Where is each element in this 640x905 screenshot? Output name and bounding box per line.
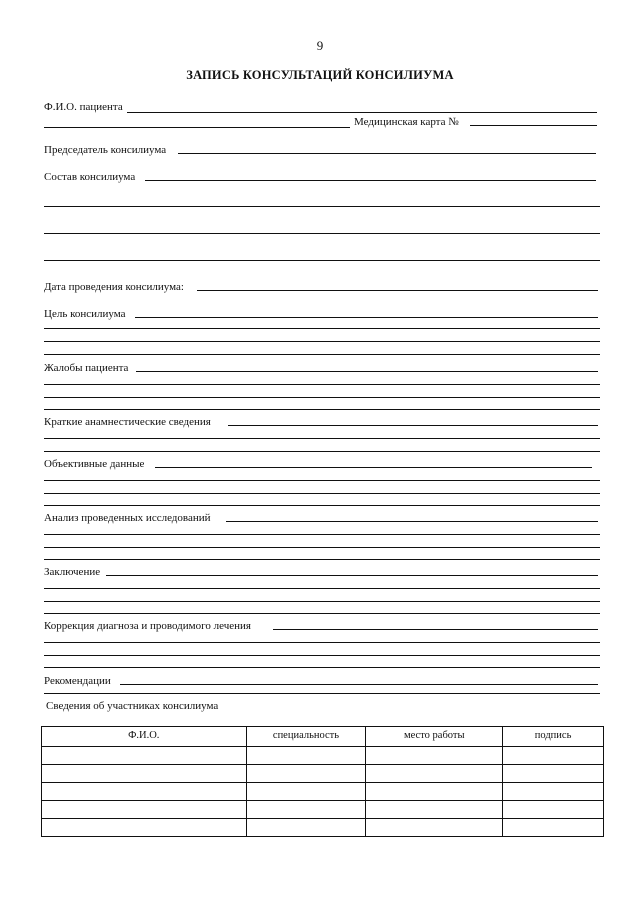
correction-label: Коррекция диагноза и проводимого лечения xyxy=(44,620,251,632)
name-cell[interactable] xyxy=(42,747,247,765)
header-signature: подпись xyxy=(503,727,604,747)
header-specialty: специальность xyxy=(246,727,366,747)
conclusion-line-2[interactable] xyxy=(44,588,600,589)
purpose-line-2[interactable] xyxy=(44,328,600,329)
purpose-line-4[interactable] xyxy=(44,354,600,355)
complaints-line-3[interactable] xyxy=(44,397,600,398)
analysis-line-3[interactable] xyxy=(44,547,600,548)
complaints-line-2[interactable] xyxy=(44,384,600,385)
chairman-line[interactable] xyxy=(178,153,596,154)
workplace-cell[interactable] xyxy=(366,819,503,837)
correction-line-4[interactable] xyxy=(44,667,600,668)
composition-line-2[interactable] xyxy=(44,206,600,207)
objective-label: Объективные данные xyxy=(44,458,145,470)
analysis-line-4[interactable] xyxy=(44,559,600,560)
recommendations-label: Рекомендации xyxy=(44,675,111,687)
complaints-line[interactable] xyxy=(136,371,598,372)
chairman-label: Председатель консилиума xyxy=(44,144,167,156)
signature-cell[interactable] xyxy=(503,819,604,837)
recommendations-line-2[interactable] xyxy=(44,693,600,694)
workplace-cell[interactable] xyxy=(366,765,503,783)
signature-cell[interactable] xyxy=(503,765,604,783)
signature-cell[interactable] xyxy=(503,801,604,819)
conclusion-line-4[interactable] xyxy=(44,613,600,614)
workplace-cell[interactable] xyxy=(366,801,503,819)
header-workplace: место работы xyxy=(366,727,503,747)
page-number: 9 xyxy=(316,38,324,53)
name-cell[interactable] xyxy=(42,801,247,819)
patient-name-line[interactable] xyxy=(127,112,597,113)
analysis-line[interactable] xyxy=(226,521,598,522)
purpose-line-3[interactable] xyxy=(44,341,600,342)
header-name: Ф.И.О. xyxy=(42,727,247,747)
purpose-label: Цель консилиума xyxy=(44,308,126,320)
table-row xyxy=(42,801,604,819)
date-line[interactable] xyxy=(197,290,598,291)
analysis-line-2[interactable] xyxy=(44,534,600,535)
specialty-cell[interactable] xyxy=(246,747,366,765)
anamnesis-label: Краткие анамнестические сведения xyxy=(44,416,211,428)
composition-line[interactable] xyxy=(145,180,596,181)
objective-line-3[interactable] xyxy=(44,493,600,494)
composition-line-3[interactable] xyxy=(44,233,600,234)
specialty-cell[interactable] xyxy=(246,801,366,819)
specialty-cell[interactable] xyxy=(246,819,366,837)
objective-line-2[interactable] xyxy=(44,480,600,481)
participants-info-label: Сведения об участниках консилиума xyxy=(46,700,219,712)
signature-cell[interactable] xyxy=(503,747,604,765)
conclusion-label: Заключение xyxy=(44,566,101,578)
table-row xyxy=(42,765,604,783)
patient-name-line-2[interactable] xyxy=(44,127,350,128)
purpose-line[interactable] xyxy=(135,317,598,318)
table-row xyxy=(42,819,604,837)
date-label: Дата проведения консилиума: xyxy=(44,281,184,293)
workplace-cell[interactable] xyxy=(366,747,503,765)
form-title: ЗАПИСЬ КОНСУЛЬТАЦИЙ КОНСИЛИУМА xyxy=(186,68,454,82)
name-cell[interactable] xyxy=(42,765,247,783)
correction-line-3[interactable] xyxy=(44,655,600,656)
composition-label: Состав консилиума xyxy=(44,171,136,183)
complaints-line-4[interactable] xyxy=(44,409,600,410)
composition-line-4[interactable] xyxy=(44,260,600,261)
participants-table-header xyxy=(42,727,604,747)
objective-line-4[interactable] xyxy=(44,505,600,506)
specialty-cell[interactable] xyxy=(246,765,366,783)
correction-line-2[interactable] xyxy=(44,642,600,643)
name-cell[interactable] xyxy=(42,819,247,837)
complaints-label: Жалобы пациента xyxy=(44,362,129,374)
name-cell[interactable] xyxy=(42,783,247,801)
medical-card-label: Медицинская карта № xyxy=(354,116,459,128)
participants-table xyxy=(41,726,604,837)
workplace-cell[interactable] xyxy=(366,783,503,801)
conclusion-line-3[interactable] xyxy=(44,601,600,602)
conclusion-line[interactable] xyxy=(106,575,598,576)
specialty-cell[interactable] xyxy=(246,783,366,801)
correction-line[interactable] xyxy=(273,629,598,630)
medical-card-line[interactable] xyxy=(470,125,597,126)
anamnesis-line-3[interactable] xyxy=(44,451,600,452)
anamnesis-line-2[interactable] xyxy=(44,438,600,439)
signature-cell[interactable] xyxy=(503,783,604,801)
table-row xyxy=(42,783,604,801)
recommendations-line[interactable] xyxy=(120,684,598,685)
objective-line[interactable] xyxy=(155,467,592,468)
patient-name-label: Ф.И.О. пациента xyxy=(44,101,123,113)
anamnesis-line[interactable] xyxy=(228,425,598,426)
table-row xyxy=(42,747,604,765)
analysis-label: Анализ проведенных исследований xyxy=(44,512,211,524)
